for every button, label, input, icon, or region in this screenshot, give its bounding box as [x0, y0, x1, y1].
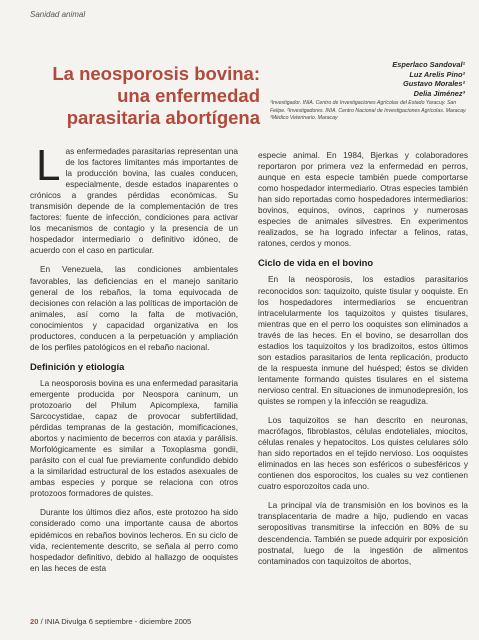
author-list — [285, 60, 465, 98]
body-paragraph: Durante los últimos diez años, este protozoo ha sido considerado como una importante causa de abortos epidémicos en rebaños bovinos lecheros. En su ciclo de vida, recientemente descrito, se señala al perro como hospedador definitivo, debido al hallazgo de ooquistes en las heces de esta — [30, 507, 238, 573]
left-column — [30, 141, 238, 582]
title-line: La neosporosis bovina: — [52, 63, 260, 84]
author-name: Delia Jiménez³ — [413, 88, 465, 98]
author-name: Esperlaco Sandoval¹ — [392, 60, 465, 69]
section-heading: Definición y etiología — [30, 360, 125, 372]
body-paragraph: La neosporosis bovina es una enfermedad parasitaria emergente producida por Neospora caninum, un protozoario del Philum Apicomplexa, familia Sarcocystidae, capaz de provocar subfertilidad, pérdidas tempranas de la gestación, momificaciones, abortos y nacimiento de becerros con ataxia y parálisis. Morfológicamente es similar a Toxoplasma gondii, parásito con el cual fue previamente confundido debido a la similaridad estructural de los estados asexuales de ambas especies y porque se relaciona con otros protozoos formadores de quistes. — [30, 377, 238, 499]
paragraph-text: as enfermedades parasitarias representan una de los factores limitantes más importantes de la producción bovina, las cuales conducen, especialmente, desde estados inaparentes o crónicos a grandes pérdidas económicas. Su transmisión depende de la complementación de tres factores: fuente de infección, condiciones para activar los mecanismos de contagio y la presencia de un hospedador intermediario o definitivo idóneo, de acuerdo con el caso en particular. — [30, 146, 238, 256]
publication-info: / INIA Divulga 6 septiembre - diciembre 2005 — [40, 617, 192, 626]
affiliation-note: ¹Investigador. INIA. Centro de Investigaciones Agrícolas del Estado Yaracuy. San Felipe. ²Investigadores. INIA. Centro Nacional de Investigaciones Agrícolas. Maracay. ³Médico Veterinario. Maracay — [270, 100, 467, 122]
title-line: una enfermedad — [117, 85, 260, 106]
body-paragraph: En la neosporosis, los estadios parasitarios reconocidos son: taquizoito, quiste tisular y ooquiste. En los hospedadores intermediarios se encuentran intracelularmente los taquizoitos y quistes tisulares, mientras que en el perro los ooquistes son eliminados a través de las heces. En el bovino, se desarrollan dos estadios los taquizoitos y los bradizoitos, estos últimos son estadios parasitarios de lenta replicación, producto de la respuesta inmune del huésped; éstos se dividen lentamente formando quistes tisulares en el sistema nervioso central. En situaciones de inmunodepresión, los quistes se rompen y la infección se reagudiza. — [258, 274, 468, 406]
body-paragraph — [30, 141, 238, 256]
section-label: Sanidad animal — [30, 10, 86, 19]
body-paragraph: En Venezuela, las condiciones ambientales favorables, las deficiencias en el manejo sanitario general de los rebaños, la toma equivocada de decisiones con relación a las políticas de importación de animales, así como la falta de motivación, conocimientos y capacidad organizativa en los productores, conducen a la perpetuación y ampliación de los perfiles patológicos en el rebaño nacional. — [30, 264, 238, 352]
body-paragraph: La principal vía de transmisión en los bovinos es la transplacentaria de madre a hijo, pudiendo en vacas seropositivas transmitirse la infección en 80% de su descendencia. También se puede adquirir por exposición postnatal, luego de la ingestión de alimentos contaminados con taquizoitos de abortos, — [258, 500, 468, 566]
drop-cap: L — [36, 141, 61, 190]
article-title — [30, 63, 260, 129]
author-name: Gustavo Morales² — [402, 79, 465, 89]
section-heading: Ciclo de vida en el bovino — [258, 257, 374, 269]
right-column — [258, 150, 468, 575]
body-paragraph: Los taquizoitos se han descrito en neuronas, macrófagos, fibroblastos, células endoteliales, miocitos, células renales y hepatocitos. Los quistes celulares sólo han sido reportados en el tejido nervioso. Los ooquistes eliminados en las heces son esféricos o subesféricos y contienen dos esporocitos, los cuales su vez contienen cuatro esporozoitos cada uno. — [258, 415, 468, 492]
title-line: parasitaria abortígena — [66, 107, 260, 128]
body-paragraph: especie animal. En 1984, Bjerkas y colaboradores reportaron por primera vez la enfermedad en perros, aunque en esta especie también puede comportarse como hospedador intermediario. Otras especies también han sido reportadas como hospedadores intermediarios: bovinos, equinos, ovinos, caprinos y numerosas especies de animales silvestres. En experimentos realizados, se ha logrado infectar a felinos, ratas, ratones, cerdos y monos. — [258, 150, 468, 249]
page-footer — [30, 617, 191, 626]
author-name: Luz Arelis Pino² — [409, 69, 465, 79]
page-number: 20 — [30, 617, 39, 626]
